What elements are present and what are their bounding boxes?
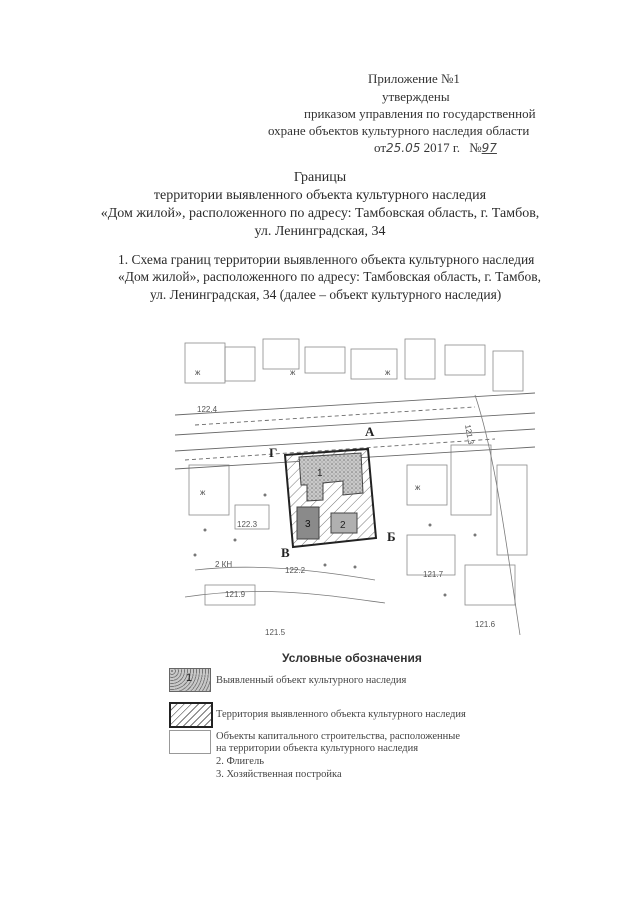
order-line: приказом управления по государственной bbox=[304, 106, 536, 121]
corner-b: Б bbox=[387, 529, 396, 544]
title-line-3: «Дом жилой», расположенного по адресу: Тамбовская область, г. Тамбов, bbox=[100, 206, 540, 221]
legend-swatch-object bbox=[169, 668, 211, 692]
section1-line-2: «Дом жилой», расположенного по адресу: Тамбовская область, г. Тамбов, bbox=[118, 269, 541, 284]
elev-3: 122.2 bbox=[285, 566, 306, 575]
boundary-scheme-map bbox=[175, 335, 535, 645]
building-number-3: 3 bbox=[305, 519, 311, 530]
corner-g: Г bbox=[269, 445, 278, 460]
legend-text-buildings-1: Объекты капитального строительства, расположенные bbox=[216, 731, 460, 742]
marker-zh-2: ж bbox=[290, 368, 296, 377]
elev-1: 122.4 bbox=[197, 405, 218, 414]
elev-6: 121.7 bbox=[423, 570, 444, 579]
building-number-1: 1 bbox=[317, 468, 323, 479]
corner-v: В bbox=[281, 545, 290, 560]
legend-title: Условные обозначения bbox=[282, 651, 422, 665]
legend-swatch-territory bbox=[169, 702, 213, 728]
legend-text-outbuilding: 3. Хозяйственная постройка bbox=[216, 769, 342, 780]
legend-key-1: 1 bbox=[186, 672, 193, 684]
title-line-2: территории выявленного объекта культурного наследия bbox=[153, 188, 487, 203]
marker-zh-3: ж bbox=[385, 368, 391, 377]
date-handwritten: 25.05 bbox=[386, 141, 421, 155]
number-prefix: № bbox=[469, 140, 482, 155]
year-text: 2017 г. bbox=[423, 140, 460, 155]
authority-line: охране объектов культурного наследия области bbox=[268, 123, 530, 138]
date-line bbox=[374, 140, 497, 156]
approved-label: утверждены bbox=[382, 89, 450, 104]
elev-5: 121.5 bbox=[265, 628, 286, 637]
marker-zh: ж bbox=[195, 368, 201, 377]
marker-kn: 2 КН bbox=[215, 560, 233, 569]
elev-2: 122.3 bbox=[237, 520, 258, 529]
legend-text-object: Выявленный объект культурного наследия bbox=[216, 675, 407, 686]
marker-zh-5: ж bbox=[415, 483, 421, 492]
building-number-2: 2 bbox=[340, 520, 346, 531]
section1-line-1: 1. Схема границ территории выявленного объекта культурного наследия bbox=[118, 252, 535, 267]
appendix-label: Приложение №1 bbox=[368, 71, 460, 86]
legend-text-territory: Территория выявленного объекта культурного наследия bbox=[216, 709, 466, 720]
title-line-1: Границы bbox=[293, 170, 347, 185]
marker-zh-4: ж bbox=[200, 488, 206, 497]
elev-4: 121.9 bbox=[225, 590, 246, 599]
date-prefix: от bbox=[374, 140, 387, 155]
legend-swatch-buildings bbox=[169, 730, 211, 754]
elev-8: 121.6 bbox=[475, 620, 496, 629]
legend-text-buildings-2: на территории объекта культурного наследия bbox=[216, 743, 419, 754]
title-line-4: ул. Ленинградская, 34 bbox=[254, 224, 386, 239]
corner-a: А bbox=[365, 424, 375, 439]
section1-line-3: ул. Ленинградская, 34 (далее – объект культурного наследия) bbox=[150, 287, 502, 302]
elev-7: 121.3 bbox=[463, 423, 476, 446]
legend-text-annex: 2. Флигель bbox=[216, 756, 264, 767]
number-handwritten: 97 bbox=[481, 141, 497, 155]
